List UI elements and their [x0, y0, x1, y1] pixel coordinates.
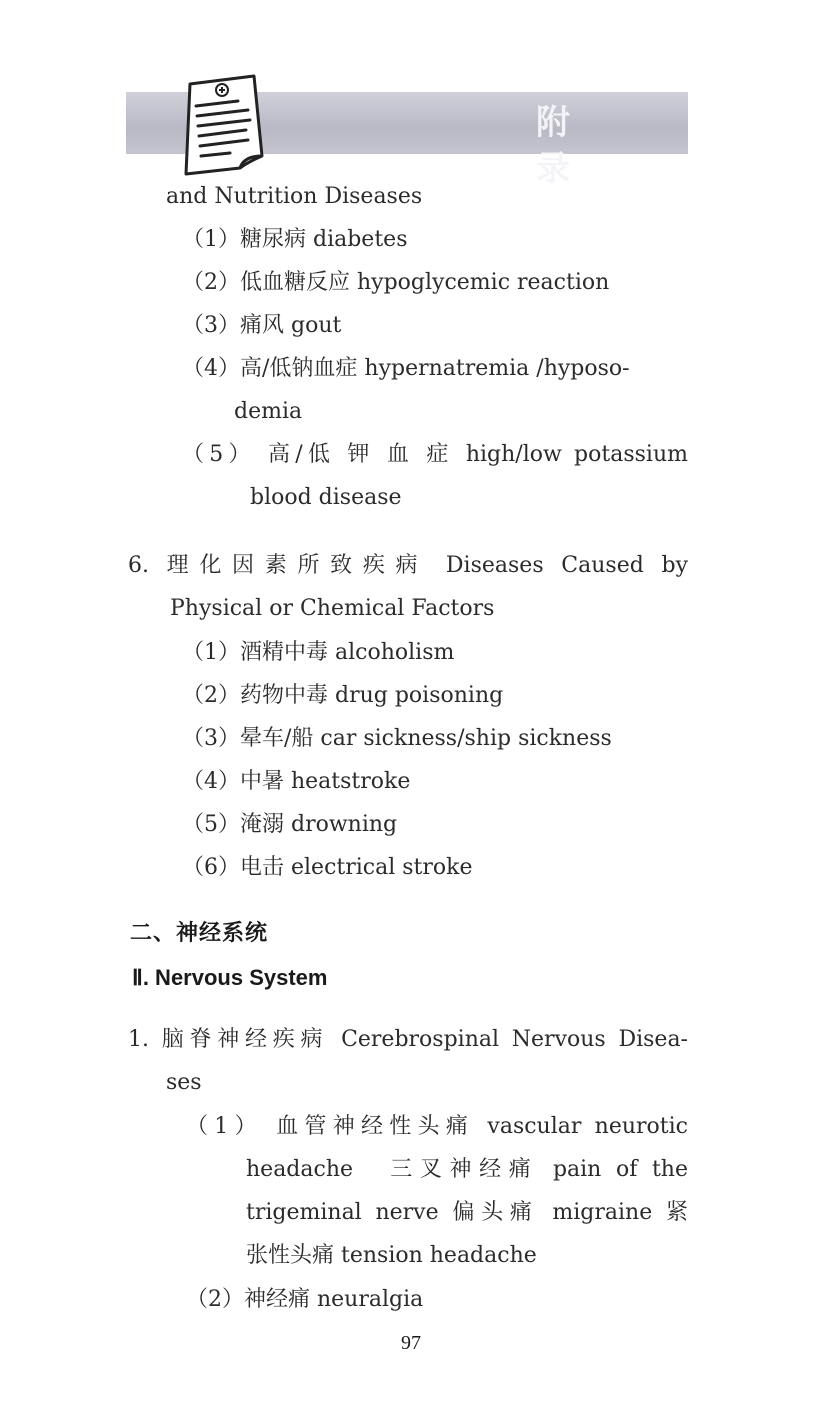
- list-item: （1）酒精中毒 alcoholism: [182, 640, 455, 665]
- list-item: （5）淹溺 drowning: [182, 812, 398, 837]
- section-6-heading: 6. 理化因素所致疾病 Diseases Caused by: [128, 553, 688, 578]
- list-item: （3）痛风 gout: [182, 313, 342, 338]
- header-title: 附 录: [536, 103, 600, 189]
- list-item-continued: demia: [234, 399, 303, 424]
- list-item: （1） 血管神经性头痛 vascular neurotic: [186, 1114, 688, 1139]
- list-item-continued: 张性头痛 tension headache: [246, 1243, 537, 1268]
- list-item: （4）中暑 heatstroke: [182, 769, 411, 794]
- document-icon: [170, 70, 270, 178]
- list-item: （3）晕车/船 car sickness/ship sickness: [182, 726, 612, 751]
- list-item: （2）神经痛 neuralgia: [186, 1287, 424, 1312]
- chapter-title-cn: 二、神经系统: [130, 921, 269, 946]
- subsection-heading-continued: ses: [166, 1070, 202, 1095]
- subsection-heading: 1. 脑脊神经疾病 Cerebrospinal Nervous Disea-: [128, 1027, 688, 1052]
- list-item: （2）药物中毒 drug poisoning: [182, 683, 504, 708]
- page-number: 97: [401, 1332, 421, 1354]
- list-item: （6）电击 electrical stroke: [182, 855, 473, 880]
- section-6-heading-continued: Physical or Chemical Factors: [170, 596, 495, 621]
- list-item: （1）糖尿病 diabetes: [182, 227, 408, 252]
- list-item: （2）低血糖反应 hypoglycemic reaction: [182, 270, 610, 295]
- list-item: （4）高/低钠血症 hypernatremia /hyposo-: [182, 356, 630, 381]
- list-item-continued: headache 三叉神经痛 pain of the: [246, 1157, 688, 1182]
- list-item-continued: blood disease: [250, 485, 402, 510]
- chapter-title-en: Ⅱ. Nervous System: [132, 965, 328, 990]
- list-item: （5） 高/低 钾 血 症 high/low potassium: [182, 442, 688, 467]
- list-item-continued: trigeminal nerve 偏头痛 migraine 紧: [246, 1200, 688, 1225]
- section-heading-continued: and Nutrition Diseases: [166, 184, 423, 209]
